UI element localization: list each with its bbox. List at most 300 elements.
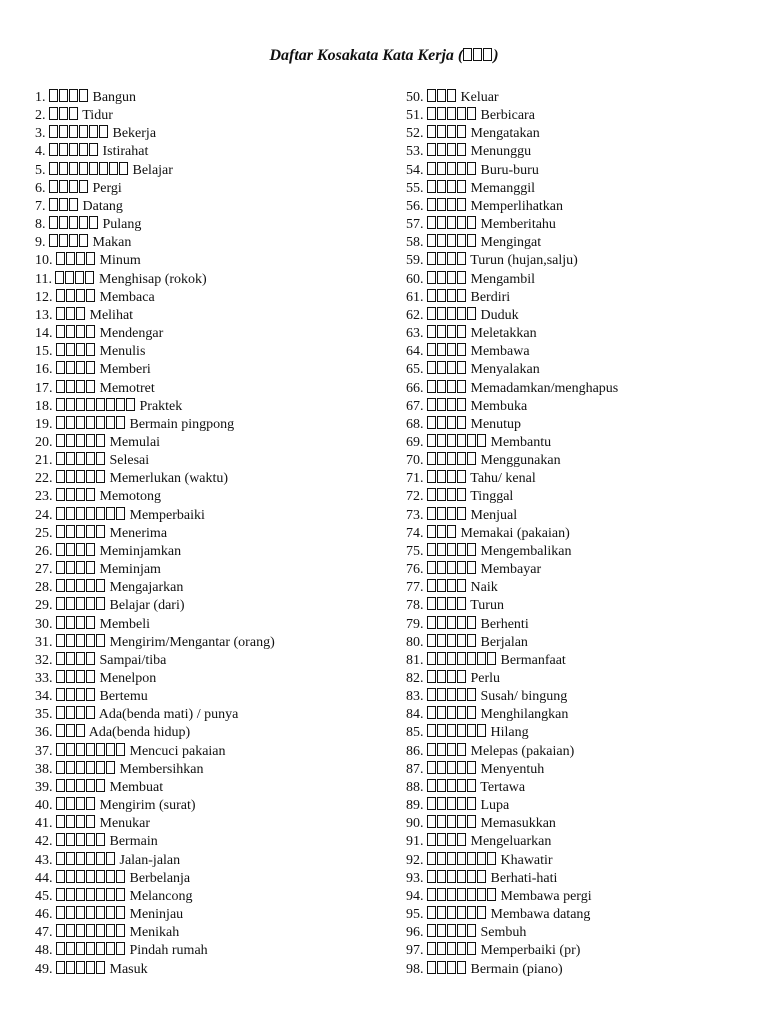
entry-number: 42.: [35, 834, 53, 850]
entry-number: 52.: [406, 126, 424, 142]
missing-glyph-box: [427, 252, 436, 265]
missing-glyph-box: [437, 579, 446, 592]
entry-meaning: Turun: [470, 598, 504, 614]
vocab-entry: [406, 634, 756, 652]
missing-glyph-box: [447, 634, 456, 647]
missing-glyph-box: [69, 216, 78, 229]
missing-glyph-box: [79, 89, 88, 102]
missing-glyph-box: [457, 779, 466, 792]
missing-glyph-box: [457, 706, 466, 719]
missing-glyph-box: [427, 761, 436, 774]
missing-glyph-box: [55, 271, 64, 284]
missing-glyph-box: [437, 343, 446, 356]
japanese-word-glyphs: [56, 834, 106, 849]
missing-glyph-box: [49, 198, 58, 211]
entry-meaning: Belajar: [132, 162, 173, 178]
missing-glyph-box: [427, 525, 436, 538]
missing-glyph-box: [96, 852, 105, 865]
missing-glyph-box: [76, 452, 85, 465]
missing-glyph-box: [457, 961, 466, 974]
japanese-word-glyphs: [49, 144, 99, 159]
missing-glyph-box: [69, 198, 78, 211]
missing-glyph-box: [96, 924, 105, 937]
entry-meaning: Membuka: [470, 398, 528, 414]
missing-glyph-box: [56, 434, 65, 447]
vocab-entry: [406, 234, 756, 252]
missing-glyph-box: [116, 398, 125, 411]
missing-glyph-box: [49, 180, 58, 193]
missing-glyph-box: [56, 488, 65, 501]
japanese-word-glyphs: [56, 308, 86, 323]
entry-number: 91.: [406, 834, 424, 850]
missing-glyph-box: [437, 89, 446, 102]
entry-meaning: Pulang: [102, 217, 142, 233]
missing-glyph-box: [467, 852, 476, 865]
missing-glyph-box: [86, 416, 95, 429]
missing-glyph-box: [447, 616, 456, 629]
missing-glyph-box: [437, 289, 446, 302]
vocab-entry: [35, 561, 385, 579]
japanese-word-glyphs: [56, 744, 126, 759]
missing-glyph-box: [427, 779, 436, 792]
missing-glyph-box: [457, 307, 466, 320]
missing-glyph-box: [427, 416, 436, 429]
entry-number: 44.: [35, 870, 53, 886]
missing-glyph-box: [79, 180, 88, 193]
vocab-entry: [35, 670, 385, 688]
entry-meaning: Istirahat: [102, 144, 149, 160]
entry-number: 46.: [35, 907, 53, 923]
missing-glyph-box: [96, 888, 105, 901]
missing-glyph-box: [86, 706, 95, 719]
title-glyph-boxes: [463, 47, 493, 64]
missing-glyph-box: [447, 543, 456, 556]
entry-meaning: Bermain pingpong: [129, 416, 235, 432]
entry-meaning: Sampai/tiba: [99, 652, 167, 668]
entry-number: 37.: [35, 743, 53, 759]
missing-glyph-box: [106, 743, 115, 756]
missing-glyph-box: [437, 216, 446, 229]
missing-glyph-box: [49, 107, 58, 120]
missing-glyph-box: [447, 688, 456, 701]
missing-glyph-box: [119, 162, 128, 175]
missing-glyph-box: [86, 888, 95, 901]
entry-number: 22.: [35, 471, 53, 487]
vocab-entry: [35, 525, 385, 543]
missing-glyph-box: [427, 216, 436, 229]
missing-glyph-box: [75, 271, 84, 284]
missing-glyph-box: [56, 325, 65, 338]
missing-glyph-box: [447, 125, 456, 138]
missing-glyph-box: [59, 216, 68, 229]
missing-glyph-box: [56, 361, 65, 374]
vocab-entry: [35, 924, 385, 942]
missing-glyph-box: [86, 289, 95, 302]
entry-number: 27.: [35, 562, 53, 578]
missing-glyph-box: [457, 942, 466, 955]
missing-glyph-box: [437, 180, 446, 193]
missing-glyph-box: [447, 906, 456, 919]
vocab-entry: [35, 89, 385, 107]
vocab-entry: [35, 579, 385, 597]
entry-number: 23.: [35, 489, 53, 505]
missing-glyph-box: [427, 434, 436, 447]
missing-glyph-box: [66, 906, 75, 919]
missing-glyph-box: [447, 597, 456, 610]
missing-glyph-box: [76, 616, 85, 629]
japanese-word-glyphs: [427, 762, 477, 777]
missing-glyph-box: [457, 579, 466, 592]
entry-meaning: Keluar: [460, 90, 499, 105]
entry-number: 57.: [406, 217, 424, 233]
missing-glyph-box: [76, 815, 85, 828]
japanese-word-glyphs: [427, 653, 497, 668]
entry-meaning: Duduk: [480, 307, 519, 323]
missing-glyph-box: [467, 634, 476, 647]
entry-meaning: Datang: [82, 198, 123, 214]
missing-glyph-box: [86, 507, 95, 520]
entry-number: 84.: [406, 707, 424, 723]
missing-glyph-box: [76, 579, 85, 592]
missing-glyph-box: [437, 870, 446, 883]
entry-number: 6.: [35, 180, 46, 196]
entry-number: 55.: [406, 180, 424, 196]
missing-glyph-box: [427, 579, 436, 592]
missing-glyph-box: [56, 924, 65, 937]
missing-glyph-box: [457, 271, 466, 284]
missing-glyph-box: [427, 706, 436, 719]
missing-glyph-box: [447, 670, 456, 683]
entry-meaning: Memanggil: [470, 180, 536, 196]
missing-glyph-box: [79, 125, 88, 138]
entry-meaning: Memperlihatkan: [470, 198, 564, 214]
vocab-entry: [406, 888, 756, 906]
japanese-word-glyphs: [427, 144, 467, 159]
missing-glyph-box: [49, 162, 58, 175]
entry-meaning: Bermanfaat: [500, 652, 566, 668]
entry-number: 53.: [406, 144, 424, 160]
missing-glyph-box: [86, 470, 95, 483]
missing-glyph-box: [109, 162, 118, 175]
entry-number: 2.: [35, 108, 46, 124]
entry-number: 17.: [35, 380, 53, 396]
missing-glyph-box: [437, 688, 446, 701]
entry-meaning: Membersihkan: [119, 761, 204, 777]
vocab-entry: [35, 343, 385, 361]
missing-glyph-box: [457, 815, 466, 828]
missing-glyph-box: [96, 961, 105, 974]
missing-glyph-box: [96, 525, 105, 538]
missing-glyph-box: [56, 579, 65, 592]
missing-glyph-box: [447, 743, 456, 756]
missing-glyph-box: [457, 870, 466, 883]
missing-glyph-box: [85, 271, 94, 284]
missing-glyph-box: [56, 307, 65, 320]
vocab-entry: [35, 797, 385, 815]
missing-glyph-box: [457, 597, 466, 610]
vocab-entry: [406, 180, 756, 198]
missing-glyph-box: [69, 162, 78, 175]
vocab-entry: [406, 543, 756, 561]
missing-glyph-box: [76, 398, 85, 411]
entry-meaning: Belajar (dari): [109, 598, 185, 614]
entry-meaning: Praktek: [139, 398, 183, 414]
entry-meaning: Memotong: [99, 489, 161, 505]
missing-glyph-box: [437, 470, 446, 483]
japanese-word-glyphs: [427, 925, 477, 940]
missing-glyph-box: [427, 380, 436, 393]
entry-number: 61.: [406, 289, 424, 305]
missing-glyph-box: [447, 198, 456, 211]
missing-glyph-box: [76, 289, 85, 302]
missing-glyph-box: [437, 325, 446, 338]
missing-glyph-box: [437, 107, 446, 120]
missing-glyph-box: [467, 797, 476, 810]
missing-glyph-box: [457, 198, 466, 211]
entry-meaning: Bermain: [109, 834, 158, 850]
japanese-word-glyphs: [56, 598, 106, 613]
missing-glyph-box: [437, 452, 446, 465]
missing-glyph-box: [116, 507, 125, 520]
missing-glyph-box: [437, 398, 446, 411]
vocab-entry: [35, 216, 385, 234]
entry-meaning: Bangun: [92, 90, 137, 105]
entry-meaning: Membantu: [490, 434, 552, 450]
missing-glyph-box: [76, 634, 85, 647]
missing-glyph-box: [457, 852, 466, 865]
missing-glyph-box: [437, 525, 446, 538]
entry-meaning: Mengajarkan: [109, 580, 184, 596]
vocab-entry: [406, 343, 756, 361]
japanese-word-glyphs: [56, 671, 96, 686]
vocab-entry: [406, 162, 756, 180]
vocab-entry: [35, 307, 385, 325]
missing-glyph-box: [447, 706, 456, 719]
japanese-word-glyphs: [427, 90, 457, 105]
vocab-entry: [406, 307, 756, 325]
missing-glyph-box: [66, 380, 75, 393]
entry-meaning: Menutup: [470, 416, 522, 432]
missing-glyph-box: [437, 597, 446, 610]
japanese-word-glyphs: [427, 181, 467, 196]
missing-glyph-box: [427, 234, 436, 247]
missing-glyph-box: [427, 89, 436, 102]
missing-glyph-box: [59, 198, 68, 211]
japanese-word-glyphs: [56, 544, 96, 559]
vocab-entry: [406, 652, 756, 670]
entry-number: 73.: [406, 507, 424, 523]
entry-meaning: Mendengar: [99, 326, 164, 342]
missing-glyph-box: [76, 488, 85, 501]
vocab-entry: [35, 380, 385, 398]
missing-glyph-box: [457, 416, 466, 429]
missing-glyph-box: [467, 234, 476, 247]
entry-number: 89.: [406, 798, 424, 814]
missing-glyph-box: [467, 761, 476, 774]
entry-meaning: Mengingat: [480, 235, 542, 251]
missing-glyph-box: [96, 579, 105, 592]
vocab-entry: [406, 325, 756, 343]
missing-glyph-box: [427, 325, 436, 338]
entry-meaning: Menukar: [99, 816, 151, 832]
japanese-word-glyphs: [427, 453, 477, 468]
vocab-entry: [406, 143, 756, 161]
missing-glyph-box: [447, 488, 456, 501]
missing-glyph-box: [427, 488, 436, 501]
missing-glyph-box: [437, 271, 446, 284]
vocab-entry: [406, 107, 756, 125]
missing-glyph-box: [437, 198, 446, 211]
entry-meaning: Naik: [470, 580, 498, 596]
missing-glyph-box: [463, 48, 472, 61]
missing-glyph-box: [467, 888, 476, 901]
missing-glyph-box: [457, 616, 466, 629]
missing-glyph-box: [447, 216, 456, 229]
entry-number: 24.: [35, 507, 53, 523]
missing-glyph-box: [66, 779, 75, 792]
japanese-word-glyphs: [56, 816, 96, 831]
missing-glyph-box: [76, 688, 85, 701]
missing-glyph-box: [437, 815, 446, 828]
japanese-word-glyphs: [427, 217, 477, 232]
entry-number: 5.: [35, 162, 46, 178]
missing-glyph-box: [56, 452, 65, 465]
missing-glyph-box: [96, 833, 105, 846]
missing-glyph-box: [457, 634, 466, 647]
missing-glyph-box: [106, 416, 115, 429]
entry-number: 45.: [35, 888, 53, 904]
missing-glyph-box: [447, 452, 456, 465]
missing-glyph-box: [427, 143, 436, 156]
entry-number: 30.: [35, 616, 53, 632]
missing-glyph-box: [447, 507, 456, 520]
entry-meaning: Selesai: [109, 453, 150, 469]
missing-glyph-box: [427, 815, 436, 828]
missing-glyph-box: [116, 416, 125, 429]
missing-glyph-box: [56, 688, 65, 701]
missing-glyph-box: [437, 361, 446, 374]
missing-glyph-box: [427, 888, 436, 901]
vocab-entry: [406, 724, 756, 742]
entry-number: 7.: [35, 198, 46, 214]
missing-glyph-box: [457, 652, 466, 665]
missing-glyph-box: [477, 888, 486, 901]
entry-number: 79.: [406, 616, 424, 632]
entry-meaning: Berbicara: [480, 108, 535, 124]
entry-number: 81.: [406, 652, 424, 668]
entry-number: 70.: [406, 453, 424, 469]
missing-glyph-box: [437, 234, 446, 247]
japanese-word-glyphs: [427, 344, 467, 359]
vocab-entry: [35, 616, 385, 634]
japanese-word-glyphs: [56, 925, 126, 940]
entry-number: 32.: [35, 652, 53, 668]
entry-number: 54.: [406, 162, 424, 178]
missing-glyph-box: [56, 543, 65, 556]
missing-glyph-box: [477, 724, 486, 737]
vocab-entry: [406, 870, 756, 888]
missing-glyph-box: [447, 143, 456, 156]
japanese-word-glyphs: [56, 907, 126, 922]
missing-glyph-box: [79, 162, 88, 175]
missing-glyph-box: [66, 815, 75, 828]
missing-glyph-box: [69, 125, 78, 138]
missing-glyph-box: [76, 416, 85, 429]
missing-glyph-box: [427, 361, 436, 374]
japanese-word-glyphs: [55, 272, 95, 287]
entry-meaning: Melihat: [89, 307, 134, 323]
missing-glyph-box: [467, 924, 476, 937]
document-title: [0, 44, 768, 68]
japanese-word-glyphs: [427, 943, 477, 958]
entry-number: 28.: [35, 580, 53, 596]
missing-glyph-box: [86, 252, 95, 265]
missing-glyph-box: [427, 670, 436, 683]
missing-glyph-box: [59, 125, 68, 138]
missing-glyph-box: [56, 634, 65, 647]
japanese-word-glyphs: [427, 889, 497, 904]
japanese-word-glyphs: [49, 90, 89, 105]
missing-glyph-box: [447, 724, 456, 737]
missing-glyph-box: [96, 597, 105, 610]
entry-meaning: Tinggal: [470, 489, 514, 505]
missing-glyph-box: [457, 289, 466, 302]
missing-glyph-box: [96, 470, 105, 483]
vocab-entry: [35, 434, 385, 452]
missing-glyph-box: [437, 416, 446, 429]
missing-glyph-box: [487, 852, 496, 865]
missing-glyph-box: [447, 361, 456, 374]
japanese-word-glyphs: [49, 181, 89, 196]
entry-meaning: Tidur: [82, 108, 113, 124]
missing-glyph-box: [49, 234, 58, 247]
vocab-entry: [35, 743, 385, 761]
missing-glyph-box: [86, 870, 95, 883]
missing-glyph-box: [86, 779, 95, 792]
entry-number: 14.: [35, 326, 53, 342]
entry-meaning: Tertawa: [480, 779, 526, 795]
missing-glyph-box: [66, 942, 75, 955]
japanese-word-glyphs: [427, 580, 467, 595]
japanese-word-glyphs: [427, 725, 487, 740]
missing-glyph-box: [96, 743, 105, 756]
entry-meaning: Jalan-jalan: [119, 852, 181, 868]
missing-glyph-box: [467, 870, 476, 883]
japanese-word-glyphs: [427, 126, 467, 141]
missing-glyph-box: [86, 797, 95, 810]
missing-glyph-box: [56, 870, 65, 883]
japanese-word-glyphs: [427, 381, 467, 396]
japanese-word-glyphs: [56, 707, 96, 722]
missing-glyph-box: [116, 942, 125, 955]
missing-glyph-box: [437, 761, 446, 774]
missing-glyph-box: [457, 325, 466, 338]
missing-glyph-box: [427, 398, 436, 411]
missing-glyph-box: [96, 942, 105, 955]
japanese-word-glyphs: [427, 508, 467, 523]
missing-glyph-box: [66, 706, 75, 719]
entry-meaning: Menghisap (rokok): [98, 271, 207, 287]
missing-glyph-box: [457, 216, 466, 229]
japanese-word-glyphs: [427, 635, 477, 650]
missing-glyph-box: [457, 234, 466, 247]
missing-glyph-box: [437, 252, 446, 265]
entry-meaning: Khawatir: [500, 852, 553, 868]
missing-glyph-box: [66, 924, 75, 937]
missing-glyph-box: [66, 252, 75, 265]
missing-glyph-box: [447, 924, 456, 937]
missing-glyph-box: [447, 252, 456, 265]
